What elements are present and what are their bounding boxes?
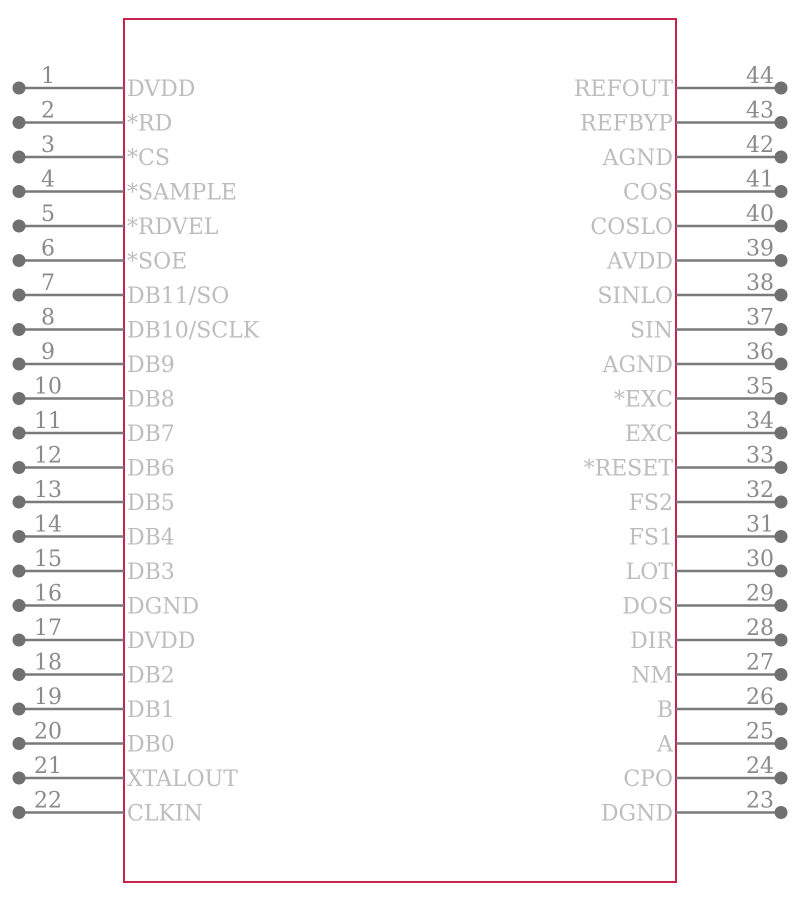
pin-number: 35 [746,374,774,400]
pin-label: DB1 [127,698,175,723]
pin-number: 14 [34,512,62,538]
pin-terminal-dot [13,496,26,509]
pin-18 [13,651,175,689]
pin-number: 37 [746,305,774,331]
pin-terminal-dot [13,289,26,302]
pin-42 [602,133,788,171]
pin-terminal-dot [775,772,788,785]
pin-terminal-dot [775,289,788,302]
pin-label: DVDD [127,77,196,102]
pin-19 [13,685,175,723]
pin-30 [626,547,788,585]
pin-number: 8 [41,305,55,331]
pin-label: LOT [625,560,673,585]
pin-5 [13,202,219,240]
pin-number: 11 [34,409,62,434]
pin-terminal-dot [13,565,26,578]
pin-terminal-dot [775,806,788,819]
pin-28 [630,616,787,654]
pin-terminal-dot [13,530,26,543]
left-pin-group [13,64,260,827]
pin-terminal-dot [775,116,788,129]
pin-label: AGND [602,353,673,378]
pin-number: 40 [746,202,774,227]
pin-number: 31 [746,512,774,538]
pin-terminal-dot [775,634,788,647]
pin-label: DB9 [127,353,175,378]
pin-number: 1 [41,64,55,89]
pin-36 [602,340,788,378]
pin-21 [13,754,239,792]
pin-terminal-dot [775,565,788,578]
pin-terminal-dot [775,461,788,474]
pin-label: COS [623,180,673,206]
pin-number: 27 [746,650,774,676]
pin-terminal-dot [13,806,26,819]
pin-38 [597,271,787,309]
pin-terminal-dot [13,392,26,405]
pin-11 [13,409,175,447]
pin-number: 3 [41,133,55,158]
pin-number: 21 [34,754,62,779]
pin-number: 7 [41,271,55,296]
pin-label: A [657,732,673,758]
pin-label: DB7 [127,422,175,447]
pin-29 [622,582,787,620]
pin-terminal-dot [13,323,26,336]
pin-label: DB11/SO [127,284,230,309]
pin-number: 10 [34,374,62,400]
pin-22 [13,789,203,827]
pin-terminal-dot [775,737,788,750]
pin-number: 18 [34,650,62,676]
pin-terminal-dot [775,323,788,336]
pin-35 [614,375,788,413]
pin-number: 26 [746,685,774,710]
pin-number: 39 [746,236,774,262]
pin-label: *RESET [583,456,673,482]
pin-3 [13,133,170,171]
pin-number: 32 [746,478,774,503]
pin-number: 42 [746,133,774,158]
pin-6 [13,237,188,275]
pin-label: REFOUT [573,77,673,102]
pin-number: 25 [746,719,774,745]
pin-number: 6 [41,236,55,262]
pin-label: CLKIN [127,801,203,827]
pin-number: 20 [34,719,62,745]
pin-terminal-dot [13,737,26,750]
pin-label: *EXC [613,387,673,413]
pin-17 [13,616,196,654]
right-pin-group [574,64,788,827]
pin-terminal-dot [13,82,26,95]
pin-33 [584,444,788,482]
pin-label: DIR [630,629,673,654]
pin-label: DB4 [127,525,175,551]
pin-number: 44 [746,64,774,89]
pin-16 [13,582,200,620]
pin-label: CPO [623,767,673,792]
pin-number: 43 [746,98,774,124]
pin-terminal-dot [13,599,26,612]
pin-terminal-dot [775,151,788,164]
pin-label: AVDD [607,249,673,275]
pin-label: NM [631,663,673,689]
pin-label: DB10/SCLK [127,318,260,344]
pin-label: *SAMPLE [127,180,237,206]
pin-number: 2 [41,98,55,124]
pin-label: *RDVEL [127,215,219,240]
pin-24 [623,754,787,792]
pin-terminal-dot [13,220,26,233]
pin-terminal-dot [13,116,26,129]
pin-label: SINLO [597,284,673,309]
pin-terminal-dot [775,668,788,681]
pin-number: 19 [34,685,62,710]
pin-label: XTALOUT [127,767,238,792]
pin-number: 33 [746,443,774,469]
pin-41 [623,168,787,206]
pin-label: AGND [602,146,673,171]
pin-number: 13 [34,478,62,503]
pin-number: 30 [746,547,774,572]
pin-label: B [656,698,673,723]
pin-31 [629,513,788,551]
pin-label: *RD [127,111,173,137]
pin-15 [13,547,175,585]
pin-terminal-dot [775,358,788,371]
pin-14 [13,513,175,551]
pin-terminal-dot [13,772,26,785]
pin-9 [13,340,175,378]
pin-terminal-dot [775,254,788,267]
pin-2 [13,99,173,137]
pin-terminal-dot [13,461,26,474]
pin-label: DVDD [127,629,196,654]
pin-number: 22 [34,788,62,814]
pin-23 [601,789,788,827]
pin-terminal-dot [13,427,26,440]
pin-terminal-dot [775,496,788,509]
pin-39 [606,237,787,275]
pin-terminal-dot [775,82,788,95]
pin-label: DB6 [127,456,175,482]
pin-terminal-dot [13,358,26,371]
pin-number: 4 [41,167,55,193]
pin-32 [629,478,788,516]
pin-terminal-dot [13,151,26,164]
pin-43 [580,99,788,137]
pin-40 [590,202,787,240]
pin-terminal-dot [13,254,26,267]
pin-7 [13,271,230,309]
pin-label: FS1 [628,525,673,551]
pin-number: 17 [34,616,62,641]
pin-terminal-dot [775,427,788,440]
ic-body [124,19,676,882]
pin-number: 5 [41,202,55,227]
pin-label: *SOE [127,249,188,275]
pin-label: DB5 [127,491,175,516]
pin-label: DB0 [127,732,175,758]
pin-44 [574,64,788,102]
pin-number: 28 [746,616,774,641]
pin-number: 36 [746,340,774,365]
pin-34 [625,409,788,447]
pin-label: REFBYP [580,111,673,137]
pin-label: DB3 [127,560,175,585]
pin-label: FS2 [628,491,673,516]
pin-terminal-dot [13,668,26,681]
pin-terminal-dot [775,185,788,198]
pin-terminal-dot [775,220,788,233]
pin-1 [13,64,196,102]
pin-label: COSLO [590,215,673,240]
pin-number: 16 [34,581,62,607]
pin-27 [631,651,787,689]
pin-label: DGND [127,594,200,620]
pin-8 [13,306,260,344]
pin-37 [630,306,788,344]
pin-terminal-dot [13,703,26,716]
pin-label: DB8 [127,387,175,413]
pin-number: 38 [746,271,774,296]
pin-number: 9 [41,340,55,365]
pin-terminal-dot [775,392,788,405]
pin-number: 23 [746,788,774,814]
pin-label: EXC [624,422,673,447]
pin-number: 41 [746,167,774,193]
pin-label: DB2 [127,663,175,689]
pin-10 [13,375,175,413]
pin-number: 24 [746,754,774,779]
pin-terminal-dot [775,599,788,612]
pin-terminal-dot [775,703,788,716]
pin-number: 29 [746,581,774,607]
pin-label: DGND [600,801,673,827]
pin-terminal-dot [13,185,26,198]
pin-terminal-dot [775,530,788,543]
pin-20 [13,720,175,758]
pin-terminal-dot [13,634,26,647]
pin-number: 12 [34,443,62,469]
pin-number: 15 [34,547,62,572]
pin-number: 34 [746,409,774,434]
pin-13 [13,478,175,516]
pin-12 [13,444,175,482]
pin-label: DOS [622,594,673,620]
pin-label: SIN [629,318,673,344]
pin-label: *CS [127,146,170,171]
